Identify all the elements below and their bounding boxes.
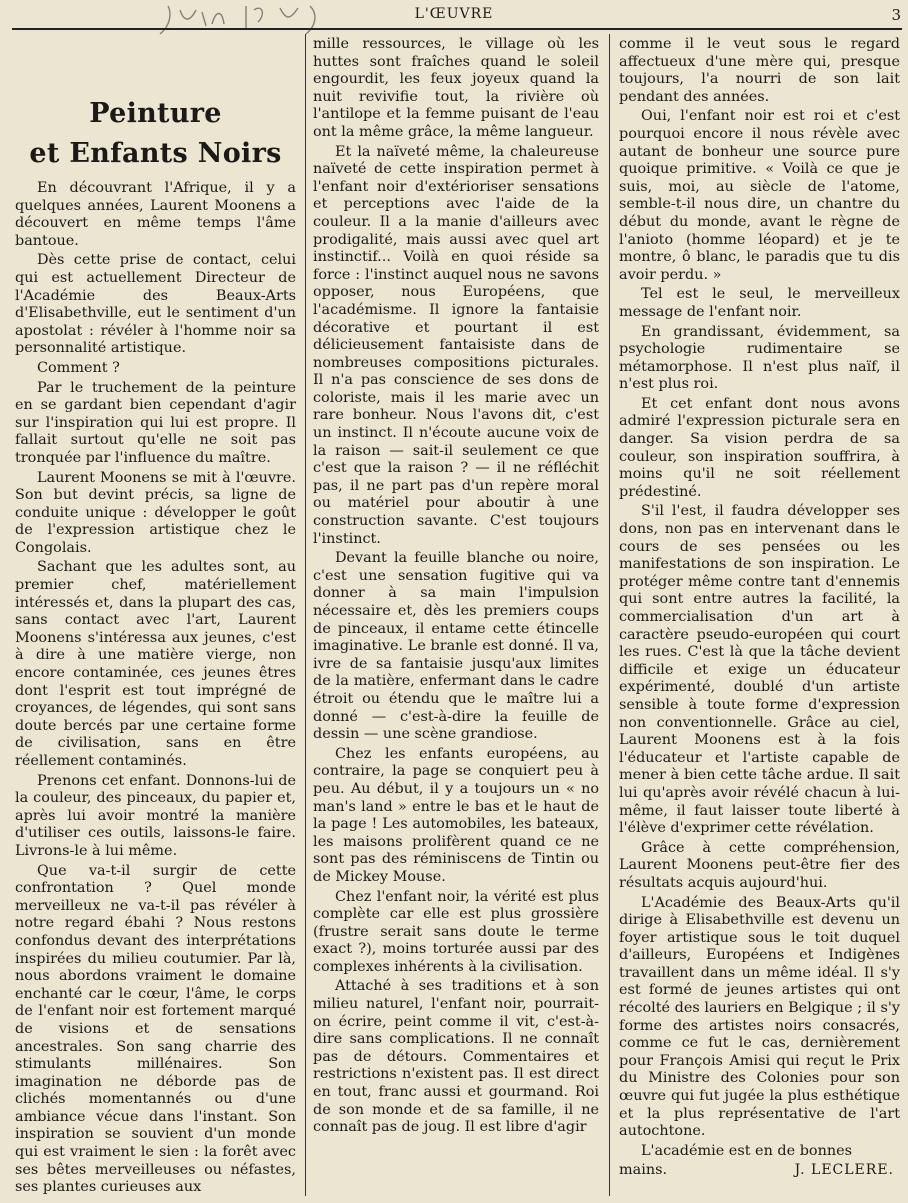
paragraph: Chez les enfants européens, au contraire, la page se conquiert peu à peu. Au début, il y a toujours un « no man's land » entre le bas et le haut de la page ! Les automobiles, les bateaux, les maisons prolifèrent quand ce ne sont pas des réminiscens de Tintin ou de Mickey Mouse. bbox=[313, 745, 599, 885]
paragraph: Dès cette prise de contact, celui qui est actuellement Directeur de l'Académie des Beaux-Arts d'Elisabethville, eut le sentiment d'un apostolat : révéler à l'homme noir sa personnalité artistique. bbox=[15, 252, 296, 357]
paragraph: Que va-t-il surgir de cette confrontation ? Quel monde merveilleux ne va-t-il pas révéler à notre regard ébahi ? Nous restons confondus devant des interprétations inspirées du milieu coutumier. Par là, nous abordons vraiment le domaine enchanté car le cœur, l'âme, le corps de l'enfant noir est fortement marqué de visions et de sensations ancestrales. Son sang charrie des stimulants millénaires. Son imagination ne déborde pas de clichés momentannés ou d'une ambiance vécue dans l'instant. Son inspiration se souvient d'un monde qui est vraiment le sien : la forêt avec ses bêtes merveilleuses ou néfastes, ses plantes curieuses aux bbox=[15, 862, 296, 1196]
running-head bbox=[0, 6, 908, 26]
paragraph: Par le truchement de la peinture en se gardant bien cependant d'agir sur l'inspiration qui lui est propre. Il fallait surtout qu'elle ne soit pas tronquée par l'influence du maître. bbox=[15, 379, 296, 466]
title-line-2: et Enfants Noirs bbox=[29, 138, 282, 169]
paragraph: Attaché à ses traditions et à son milieu naturel, l'enfant noir, pourrait-on écrire, peint comme il vit, c'est-à-dire sans complications. Il ne connaît pas de détours. Commentaires et restrictions n'existent pas. Il est direct en tout, franc aussi et gourmand. Roi de son monde et de sa famille, il ne connaît pas de joug. Il est libre d'agir bbox=[313, 978, 599, 1136]
paragraph: Prenons cet enfant. Donnons-lui de la couleur, des pinceaux, du papier et, après lui avoir montré la manière d'utiliser ces outils, laissons-le faire. Livrons-le à lui même. bbox=[15, 772, 296, 859]
publication-name: L'ŒUVRE bbox=[414, 6, 494, 22]
column-divider bbox=[305, 34, 306, 1196]
column-2 bbox=[313, 36, 599, 1196]
paragraph: mille ressources, le village où les huttes sont fraîches quand le soleil engourdit, les feux joyeux quand la nuit revivifie tout, la rivière où l'antilope et la femme puisant de l'eau ont la même grâce, la même langueur. bbox=[313, 36, 599, 140]
article-title bbox=[15, 94, 296, 174]
column-divider bbox=[609, 34, 610, 1196]
paragraph: En découvrant l'Afrique, il y a quelques années, Laurent Moonens a découvert en même temps l'âme bantoue. bbox=[15, 180, 296, 249]
paragraph: Laurent Moonens se mit à l'œuvre. Son but devint précis, sa ligne de conduite unique : développer le goût de l'expression artistique chez le Congolais. bbox=[15, 469, 296, 556]
column-3 bbox=[619, 36, 900, 1196]
paragraph: Et la naïveté même, la chaleureuse naïveté de cette inspiration permet à l'enfant noir d'extérioriser sensations et perceptions avec l'aide de la couleur. Il a la manie d'ailleurs avec prodigalité, mais aussi avec quel art instinctif... Voilà en quoi réside sa force : l'instinct auquel nous ne savons opposer, nous Européens, que l'académisme. Il ignore la fantaisie décorative et pourtant il est délicieusement fantaisiste dans de nombreuses compositions picturales. Il n'a pas conscience de ses dons de coloriste, mais il les marie avec un rare bonheur. Nous l'avons dit, c'est un instinct. Il n'écoute aucune voix de la raison — sait-il seulement ce que c'est que la raison ? — il ne réfléchit pas, il ne part pas d'un repère moral ou matériel pour aboutir à une construction savante. C'est toujours l'instinct. bbox=[313, 143, 599, 547]
author-signature: J. LECLERE. bbox=[794, 1162, 894, 1179]
header-rule bbox=[12, 28, 902, 30]
paragraph: S'il l'est, il faudra développer ses dons, non pas en intervenant dans le cours de ses pensées ou les manifestations de son inspiration. Le protéger même contre tant d'ennemis qui sont entre autres la facilité, la commercialisation d'un art à caractère pseudo-européen qui court les rues. C'est là que la tâche devient difficile et exige un éducateur expérimenté, doublé d'un artiste sensible à toute forme d'expression non conventionnelle. Grâce au ciel, Laurent Moonens est à la fois l'éducateur et l'artiste capable de mener à bien cette tâche ardue. Il sait lui qu'après avoir révélé chacun à lui-même, il faut laisser toute liberté à l'élève d'exprimer cette révélation. bbox=[619, 503, 900, 837]
closing-row bbox=[619, 1162, 900, 1180]
paragraph: En grandissant, évidemment, sa psychologie rudimentaire se métamorphose. Il n'est plus naïf, il n'est plus roi. bbox=[619, 323, 900, 393]
paragraph: Sachant que les adultes sont, au premier chef, matériellement intéressés et, dans la plupart des cas, sans contact avec l'art, Laurent Moonens s'intéressa aux jeunes, c'est à dire à une matière vierge, non encore contaminée, ces jeunes êtres dont l'esprit est tout imprégné de croyances, de légendes, qui sont sans doute bercés par une certaine forme de civilisation, sans en être réellement contaminés. bbox=[15, 559, 296, 769]
paragraph: L'Académie des Beaux-Arts qu'il dirige à Elisabethville est devenu un foyer artistique sous le toit duquel d'ailleurs, Européens et Indigènes travaillent dans un même idéal. Il s'y est formé de jeunes artistes qui ont récolté des lauriers en Belgique ; il s'y forme des artistes noirs consacrés, comme ce fut le cas, dernièrement pour François Amisi qui reçut le Prix du Ministre des Colonies pour son œuvre qui fut jugée la plus esthétique et la plus représentative de l'art autochtone. bbox=[619, 894, 900, 1140]
page-number: 3 bbox=[891, 6, 902, 24]
column-1 bbox=[15, 36, 296, 1196]
paragraph: comme il le veut sous le regard affectueux d'une mère qui, presque toujours, l'a nourri de son lait pendant des années. bbox=[619, 36, 900, 105]
paragraph: Et cet enfant dont nous avons admiré l'expression picturale sera en danger. Sa vision perdra de sa couleur, son inspiration souffrira, à moins qu'il ne soit réellement prédestiné. bbox=[619, 395, 900, 500]
paragraph: Devant la feuille blanche ou noire, c'est une sensation fugitive qui va donner à sa main l'impulsion nécessaire et, dès les premiers coups de pinceaux, il entame cette étincelle imaginative. Le branle est donné. Il va, ivre de sa fantaisie jusqu'aux limites de la matière, enfermant dans le cadre étroit ou étendu que le maître lui a donné — c'est-à-dire la feuille de dessin — une scène grandiose. bbox=[313, 550, 599, 743]
paragraph: Comment ? bbox=[37, 359, 120, 376]
paragraph: Chez l'enfant noir, la vérité est plus complète car elle est plus grossière (frustre serait sans doute le terme exact ?), moins torturée aussi par des complexes inhérents à la civilisation. bbox=[313, 888, 599, 975]
paragraph: Grâce à cette compréhension, Laurent Moonens peut-être fier des résultats acquis aujourd'hui. bbox=[619, 839, 900, 891]
paragraph: L'académie est en de bonnes bbox=[641, 1142, 853, 1159]
paragraph: Tel est le seul, le merveilleux message de l'enfant noir. bbox=[619, 286, 900, 320]
title-line-1: Peinture bbox=[89, 98, 222, 129]
paragraph: Oui, l'enfant noir est roi et c'est pourquoi encore il nous révèle avec autant de bonheur une source pure quoique primitive. « Voilà ce que je suis, moi, au siècle de l'atome, semble-t-il nous dire, un chantre du début du monde, avant le règne de l'anioto (homme léopard) et je te montre, ô blanc, le paradis que tu dis avoir perdu. » bbox=[619, 108, 900, 283]
closing-word: mains. bbox=[619, 1162, 668, 1179]
